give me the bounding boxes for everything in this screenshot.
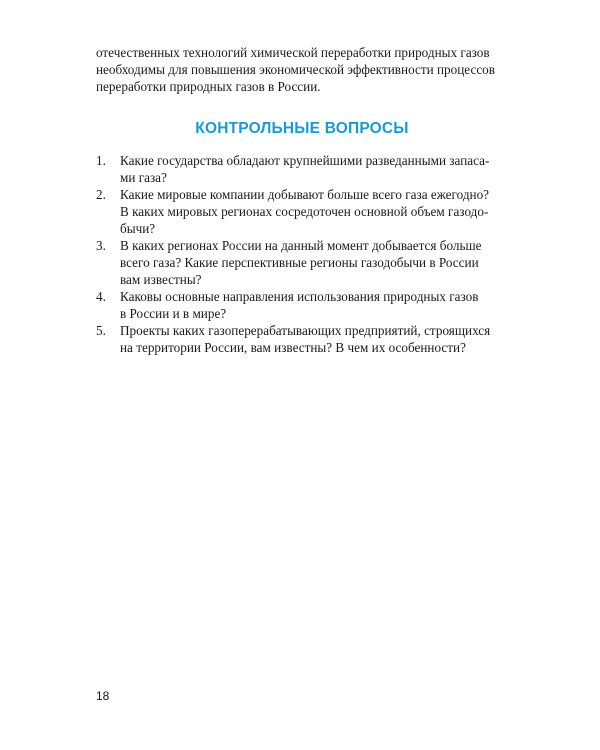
question-text-line: В каких мировых регионах сосредоточен основной объем газодо- [120,204,489,219]
intro-line: отечественных технологий химической переработки природных газов [96,45,490,60]
question-item-4 [96,288,508,322]
question-text-line: в России и в мире? [120,306,227,321]
intro-paragraph [96,44,508,95]
page-number: 18 [96,689,110,703]
question-number: 3. [96,238,106,253]
question-text-line: бычи? [120,221,156,236]
section-heading: КОНТРОЛЬНЫЕ ВОПРОСЫ [195,120,409,137]
question-item-1 [96,152,508,186]
question-text-line: вам известны? [120,272,202,287]
question-text-line: ми газа? [120,170,167,185]
questions-list [96,152,508,356]
question-text-line: Каковы основные направления использования природных газов [120,289,479,304]
question-number: 4. [96,289,106,304]
question-item-3 [96,237,508,288]
question-item-5 [96,322,508,356]
question-text-line: на территории России, вам известны? В чем их особенности? [120,340,466,355]
question-number: 2. [96,187,106,202]
question-item-2 [96,186,508,237]
question-text-line: Какие государства обладают крупнейшими разведанными запаса- [120,153,490,168]
intro-line: необходимы для повышения экономической эффективности процессов [96,62,495,77]
question-number: 5. [96,323,106,338]
question-text-line: всего газа? Какие перспективные регионы газодобычи в России [120,255,479,270]
question-text-line: В каких регионах России на данный момент добывается больше [120,238,482,253]
question-text-line: Какие мировые компании добывают больше всего газа ежегодно? [120,187,490,202]
question-text-line: Проекты каких газоперерабатывающих предприятий, строящихся [120,323,491,338]
question-number: 1. [96,153,106,168]
intro-line: переработки природных газов в России. [96,79,321,94]
